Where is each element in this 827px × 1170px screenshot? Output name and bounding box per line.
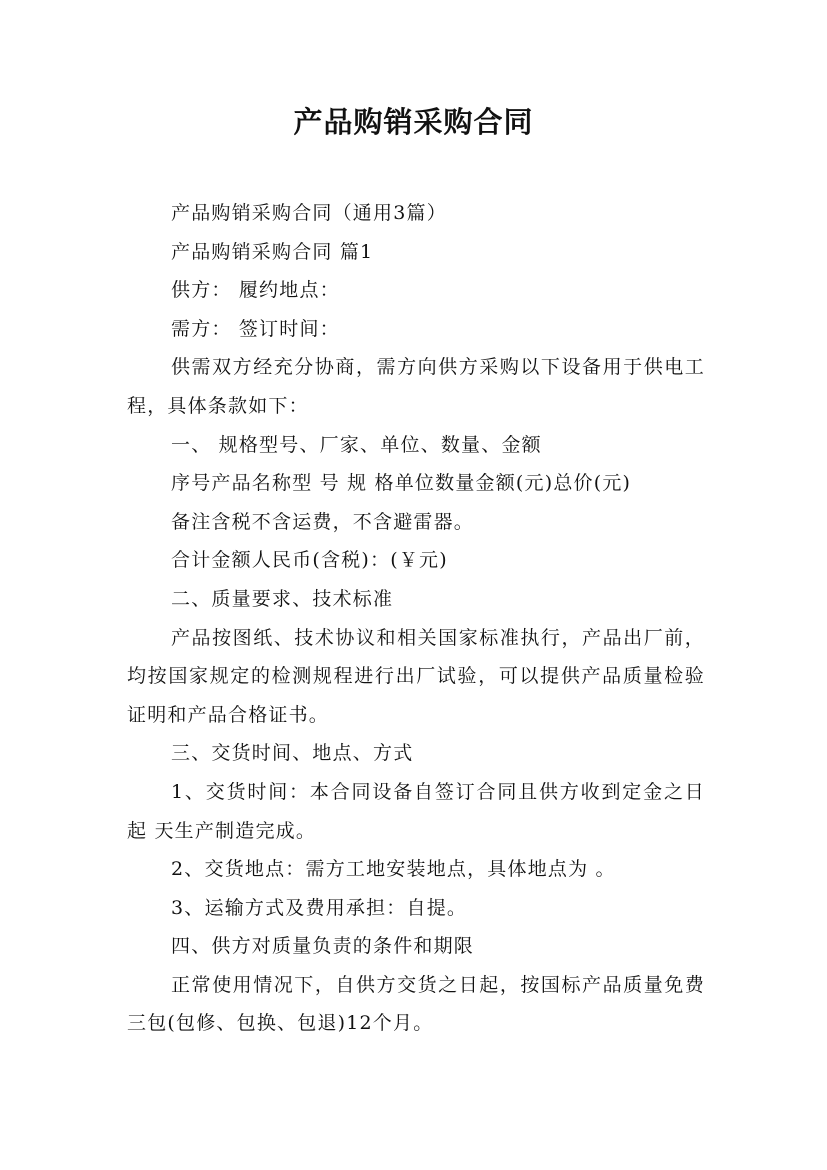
paragraph-buyer: 需方： 签订时间： [171, 317, 340, 340]
paragraph-quality-standard: 产品按图纸、技术协议和相关国家标准执行，产品出厂前，均按国家规定的检测规程进行出厂试验，可以提供产品质量检验证明和产品合格证书。 [127, 626, 705, 726]
paragraph-transport: 3、运输方式及费用承担：自提。 [171, 896, 468, 919]
paragraph-delivery-time: 1、交货时间：本合同设备自签订合同且供方收到定金之日起 天生产制造完成。 [127, 780, 705, 842]
paragraph-remarks: 备注含税不含运费，不含避雷器。 [171, 510, 475, 533]
section-heading-1: 一、 规格型号、厂家、单位、数量、金额 [171, 433, 542, 456]
paragraph-item-columns: 序号产品名称型 号 规 格单位数量金额(元)总价(元) [171, 472, 632, 495]
paragraph-heading-collection: 产品购销采购合同（通用3篇） [171, 202, 447, 224]
paragraph-supplier: 供方： 履约地点： [171, 279, 340, 302]
document-body [127, 194, 705, 1043]
paragraph-intro: 供需双方经充分协商，需方向供方采购以下设备用于供电工程，具体条款如下： [127, 356, 705, 417]
document-title: 产品购销采购合同 [293, 105, 534, 139]
section-heading-4: 四、供方对质量负责的条件和期限 [171, 935, 475, 958]
paragraph-warranty: 正常使用情况下，自供方交货之日起，按国标产品质量免费三包(包修、包换、包退)12个月。 [127, 973, 705, 1035]
paragraph-total-amount: 合计金额人民币(含税)：(￥元) [171, 549, 448, 572]
paragraph-heading-part-1: 产品购销采购合同 篇1 [171, 240, 374, 263]
section-heading-2: 二、质量要求、技术标准 [171, 587, 394, 610]
paragraph-delivery-place: 2、交货地点：需方工地安装地点，具体地点为 。 [171, 858, 616, 881]
section-heading-3: 三、交货时间、地点、方式 [171, 742, 414, 765]
